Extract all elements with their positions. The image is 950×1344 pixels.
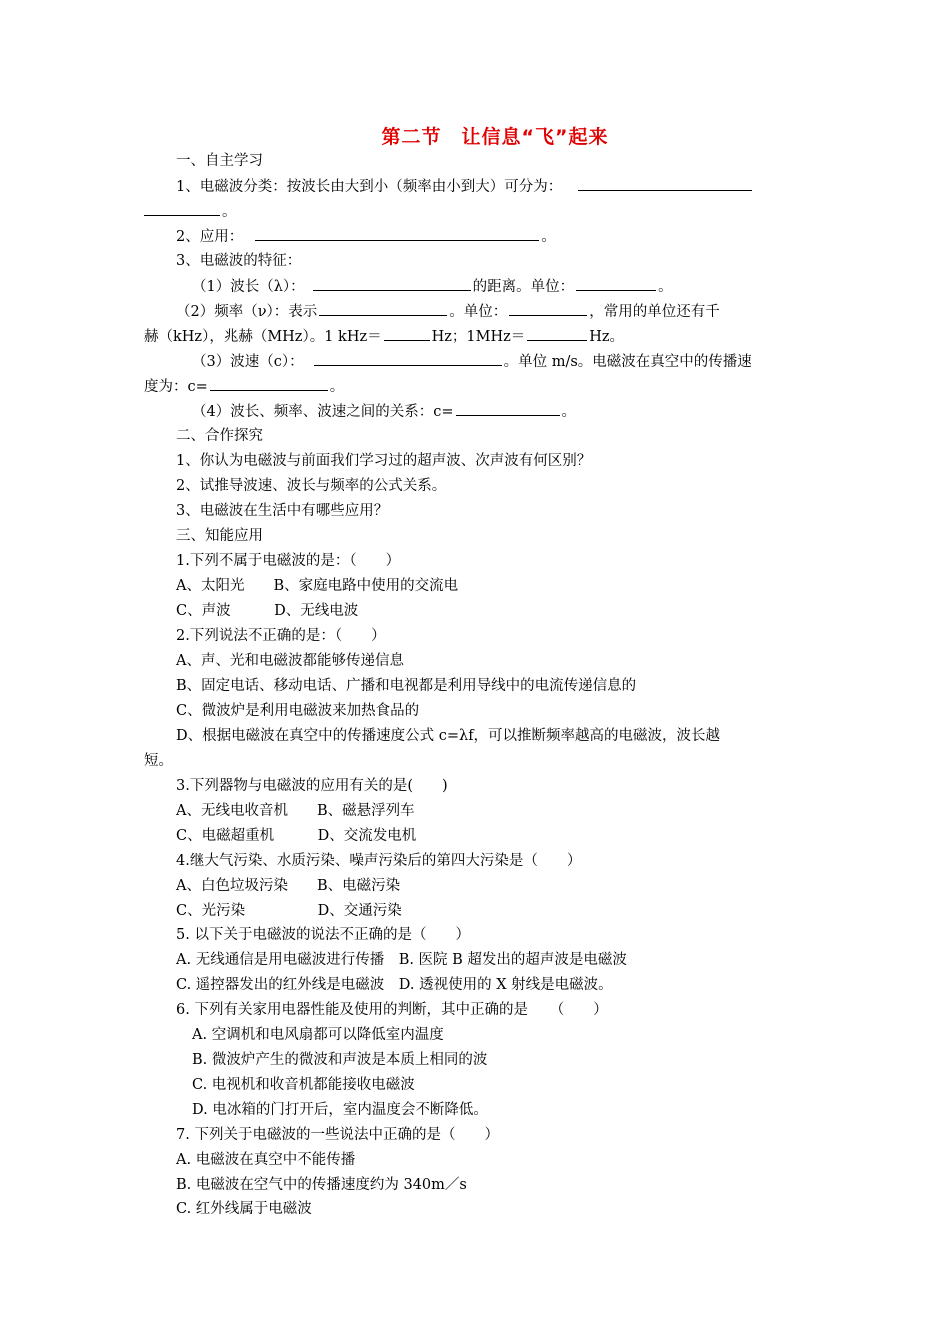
answer-options: C、声波 D、无线电波 [176, 603, 359, 619]
answer-options: A、无线电收音机 B、磁悬浮列车 [176, 803, 415, 819]
answer-option: A、声、光和电磁波都能够传递信息 [176, 653, 404, 669]
question-text: （4）波长、频率、波速之间的关系：c= [192, 404, 454, 420]
question-stem: 2.下列说法不正确的是：（ ） [176, 628, 386, 644]
question-stem: 7. 下列关于电磁波的一些说法中正确的是（ ） [176, 1127, 499, 1143]
answer-blank [384, 326, 430, 341]
answer-option: A. 电磁波在真空中不能传播 [176, 1152, 356, 1168]
question-text: 。 [329, 379, 345, 395]
answer-options: C、电磁超重机 D、交流发电机 [176, 828, 417, 844]
list-item: 2、试推导波速、波长与频率的公式关系。 [176, 478, 447, 494]
question-text: （2）频率（ν）：表示 [176, 304, 318, 320]
question-text: 的距离。单位： [472, 279, 575, 295]
answer-option: B. 电磁波在空气中的传播速度约为 340m／s [176, 1177, 467, 1193]
question-text: 。 [658, 279, 673, 295]
page-title: 第二节 让信息“飞”起来 [381, 126, 609, 148]
answer-blank [144, 201, 220, 216]
question-line: 3、电磁波的特征： [176, 253, 302, 269]
answer-option: C. 电视机和收音机都能接收电磁波 [192, 1077, 415, 1093]
answer-option-continued: 短。 [144, 753, 173, 769]
question-text: 度为：c= [144, 379, 208, 395]
answer-blank [527, 326, 587, 341]
section-heading-application: 三、知能应用 [176, 528, 263, 544]
question-stem: 6. 下列有关家用电器性能及使用的判断，其中正确的是 （ ） [176, 1002, 608, 1018]
answer-blank [576, 276, 656, 291]
question-line [176, 226, 556, 247]
question-line [176, 301, 720, 322]
question-text: ，常用的单位还有千 [589, 304, 720, 320]
answer-option: C. 红外线属于电磁波 [176, 1201, 312, 1217]
section-heading-cooperation: 二、合作探究 [176, 428, 263, 444]
list-item: 1、你认为电磁波与前面我们学习过的超声波、次声波有何区别？ [176, 453, 592, 469]
question-line [144, 326, 624, 347]
question-text: （1）波长（λ）： [192, 279, 305, 295]
answer-options: C. 遥控器发出的红外线是电磁波 D. 透视使用的 X 射线是电磁波。 [176, 977, 613, 993]
section-heading-self-study: 一、自主学习 [176, 153, 263, 169]
answer-option: D、根据电磁波在真空中的传播速度公式 c=λf，可以推断频率越高的电磁波，波长越 [176, 728, 721, 744]
answer-blank [313, 276, 471, 291]
question-text: （3）波速（c）： [192, 354, 304, 370]
question-line [176, 176, 754, 197]
question-text: Hz。 [589, 329, 625, 345]
answer-blank [319, 301, 447, 316]
answer-options: A、太阳光 B、家庭电路中使用的交流电 [176, 578, 459, 594]
question-text: 。 [541, 229, 556, 245]
answer-options: C、光污染 D、交通污染 [176, 903, 402, 919]
question-stem: 1.下列不属于电磁波的是：（ ） [176, 553, 401, 569]
answer-blank [509, 301, 587, 316]
answer-blank [314, 351, 502, 366]
question-line [192, 276, 673, 297]
question-stem: 4.继大气污染、水质污染、噪声污染后的第四大污染是（ ） [176, 853, 582, 869]
answer-blank [578, 176, 752, 191]
question-text: 。 [222, 204, 237, 220]
question-text: 赫（kHz），兆赫（MHz）。1 kHz＝ [144, 329, 382, 345]
answer-options: A、白色垃圾污染 B、电磁污染 [176, 878, 401, 894]
answer-options: A. 无线通信是用电磁波进行传播 B. 医院 B 超发出的超声波是电磁波 [176, 952, 627, 968]
answer-option: B. 微波炉产生的微波和声波是本质上相同的波 [192, 1052, 488, 1068]
answer-option: C、微波炉是利用电磁波来加热食品的 [176, 703, 420, 719]
question-line [144, 376, 344, 397]
question-line [144, 201, 237, 222]
answer-blank [210, 376, 328, 391]
question-line [192, 351, 752, 372]
question-text: 1、电磁波分类：按波长由大到小（频率由小到大）可分为： [176, 179, 563, 195]
answer-blank [456, 401, 560, 416]
question-stem: 3.下列器物与电磁波的应用有关的是( ) [176, 778, 448, 794]
question-stem: 5. 以下关于电磁波的说法不正确的是（ ） [176, 927, 470, 943]
question-text: 2、应用： [176, 229, 244, 245]
answer-option: A. 空调机和电风扇都可以降低室内温度 [192, 1027, 444, 1043]
question-text: 。 [561, 404, 576, 420]
list-item: 3、电磁波在生活中有哪些应用？ [176, 503, 389, 519]
answer-blank [255, 226, 539, 241]
answer-option: D. 电冰箱的门打开后，室内温度会不断降低。 [192, 1102, 488, 1118]
question-text: Hz；1MHz＝ [431, 329, 526, 345]
question-text: 。单位： [449, 304, 508, 320]
question-text: 。单位 m/s。电磁波在真空中的传播速 [503, 354, 752, 370]
question-line [192, 401, 576, 422]
answer-option: B、固定电话、移动电话、广播和电视都是利用导线中的电流传递信息的 [176, 678, 637, 694]
